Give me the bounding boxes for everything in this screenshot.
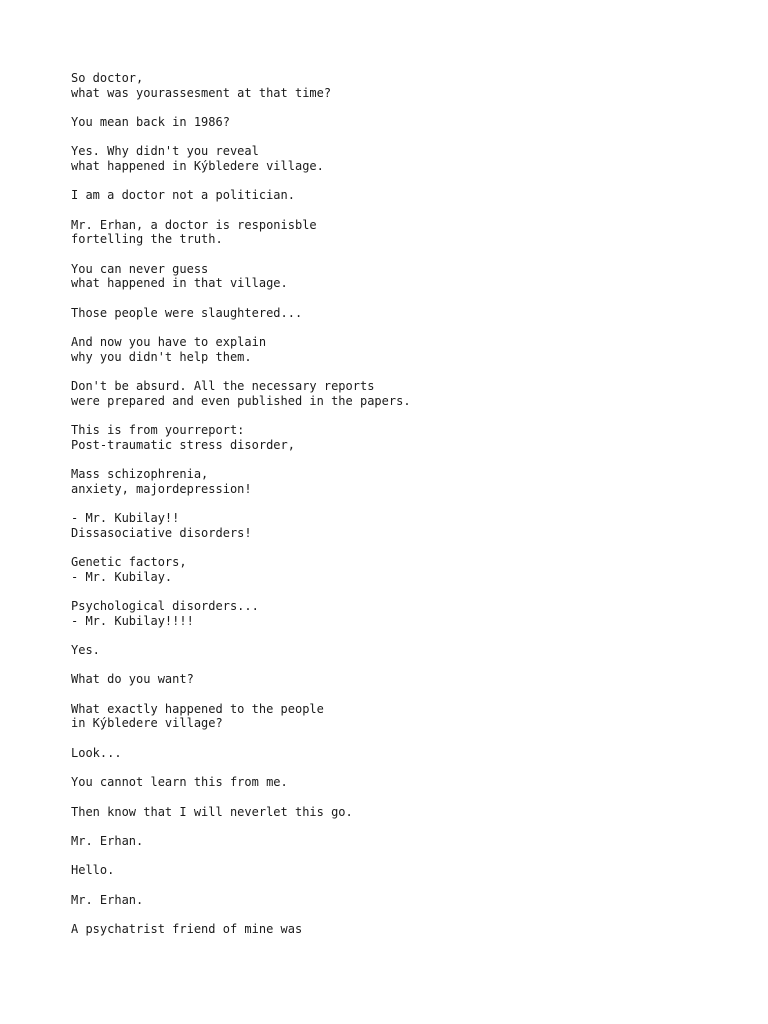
dialogue-line: Genetic factors, (71, 555, 187, 570)
dialogue-line: Yes. Why didn't you reveal (71, 144, 259, 159)
dialogue-line: Yes. (71, 643, 100, 657)
dialogue-stanza (71, 379, 731, 408)
dialogue-stanza (71, 262, 731, 291)
dialogue-line: This is from yourreport: (71, 423, 245, 438)
dialogue-line: - Mr. Kubilay!! (71, 511, 180, 526)
dialogue-stanza (71, 511, 731, 540)
dialogue-line: What exactly happened to the people (71, 701, 324, 716)
dialogue-line: Post-traumatic stress disorder, (71, 437, 295, 452)
dialogue-line: fortelling the truth. (71, 232, 223, 247)
dialogue-stanza (71, 672, 731, 687)
dialogue-stanza (71, 71, 731, 100)
dialogue-line: You can never guess (71, 261, 209, 276)
dialogue-stanza (71, 775, 731, 790)
dialogue-stanza (71, 643, 731, 658)
dialogue-line: Look... (71, 745, 122, 760)
dialogue-stanza (71, 805, 731, 820)
dialogue-line: What do you want? (71, 672, 194, 687)
dialogue-line: You cannot learn this from me. (71, 775, 288, 790)
dialogue-line: Mass schizophrenia, (71, 467, 209, 482)
dialogue-stanza (71, 599, 731, 628)
document-page (71, 71, 731, 952)
dialogue-stanza (71, 834, 731, 849)
dialogue-line: Mr. Erhan. (71, 833, 144, 848)
dialogue-line: what happened in Kýbledere village. (71, 158, 324, 173)
dialogue-stanza (71, 423, 731, 452)
dialogue-stanza (71, 218, 731, 247)
dialogue-line: Mr. Erhan. (71, 892, 144, 907)
dialogue-line: - Mr. Kubilay. (71, 569, 173, 584)
dialogue-line: what happened in that village. (71, 276, 288, 291)
dialogue-line: So doctor, (71, 71, 144, 85)
dialogue-line: Then know that I will neverlet this go. (71, 804, 353, 819)
dialogue-stanza (71, 863, 731, 878)
dialogue-line: Dissasociative disorders! (71, 525, 252, 540)
dialogue-line: were prepared and even published in the papers. (71, 393, 411, 408)
dialogue-stanza (71, 306, 731, 321)
dialogue-line: why you didn't help them. (71, 349, 252, 364)
dialogue-stanza (71, 893, 731, 908)
dialogue-line: Hello. (71, 863, 115, 878)
dialogue-line: anxiety, majordepression! (71, 481, 252, 496)
dialogue-line: what was yourassesment at that time? (71, 85, 332, 100)
dialogue-stanza (71, 746, 731, 761)
dialogue-line: in Kýbledere village? (71, 716, 223, 731)
dialogue-stanza (71, 188, 731, 203)
dialogue-line: Don't be absurd. All the necessary reports (71, 379, 375, 394)
dialogue-stanza (71, 922, 731, 937)
dialogue-line: Mr. Erhan, a doctor is responisble (71, 217, 317, 232)
dialogue-line: Psychological disorders... (71, 599, 259, 614)
dialogue-line: And now you have to explain (71, 335, 267, 350)
dialogue-line: I am a doctor not a politician. (71, 188, 295, 203)
dialogue-stanza (71, 555, 731, 584)
dialogue-stanza (71, 335, 731, 364)
dialogue-line: A psychatrist friend of mine was (71, 922, 303, 937)
dialogue-stanza (71, 144, 731, 173)
dialogue-line: Those people were slaughtered... (71, 305, 303, 320)
dialogue-line: You mean back in 1986? (71, 114, 230, 129)
dialogue-line: - Mr. Kubilay!!!! (71, 613, 194, 628)
dialogue-stanza (71, 702, 731, 731)
dialogue-stanza (71, 467, 731, 496)
dialogue-stanza (71, 115, 731, 130)
